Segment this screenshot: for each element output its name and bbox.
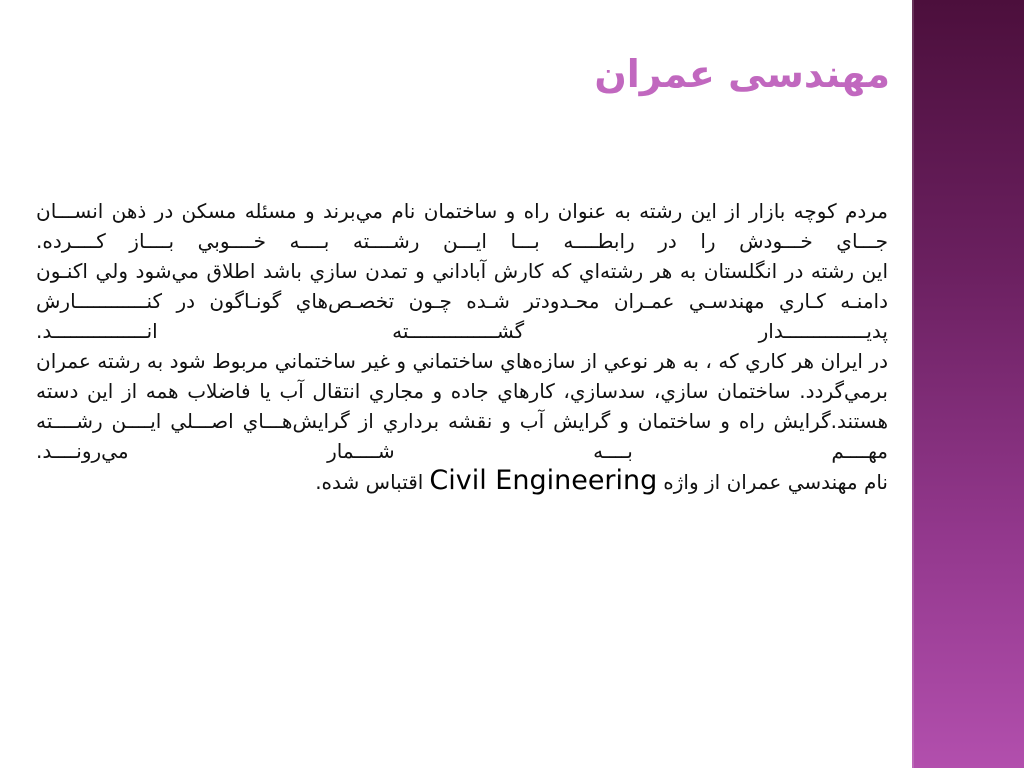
paragraph-1: مردم کوچه بازار از این رشته به عنوان راه و ساختمان نام مي‌برند و مسئله مسکن در ذهن انســـان جـــاي خـــودش را در رابطــــه بـــا ايـــن رشــــته بــــه خــــوبي بــــاز کــــرده. [36, 199, 888, 253]
paragraph-4 [36, 466, 888, 497]
paragraph-2: این رشته در انگلستان به هر رشته‌اي که کارش آباداني و تمدن سازي باشد اطلاق مي‌شود ولي اکنـون دامنـه کـاري مهندسـي عمـران محـدودتر شـده چـون تخصـص‌هاي گونـاگون در کنــــــــــــارش پديــــــــــــــدار گشـــــــــــــــته انــــــــــــــــد. [36, 259, 888, 343]
sidebar-edge-highlight [912, 0, 914, 768]
decorative-sidebar [912, 0, 1024, 768]
slide-body [36, 196, 888, 497]
slide-title: مهندسی عمران [594, 52, 890, 96]
paragraph-4-after: اقتباس شده. [315, 470, 424, 494]
paragraph-4-before: نام مهندسي عمران از واژه [663, 470, 888, 494]
paragraph-3: در ايران هر کاري که ، به هر نوعي از سازه‌هاي ساختماني و غير ساختماني مربوط شود به رشته عمران برمي‌گردد. ساختمان سازي، سدسازي، کارهاي جاده و مجاري انتقال آب يا فاضلاب همه از اين دسته هستند.گرايش راه و ساختمان و گرايش آب و نقشه برداري از گرايش‌هـــاي اصـــلي ايــــن رشــــته مهــــم بــــه شــــمار مي‌رونــــد. [36, 349, 888, 463]
english-term: Civil Engineering [429, 465, 658, 496]
